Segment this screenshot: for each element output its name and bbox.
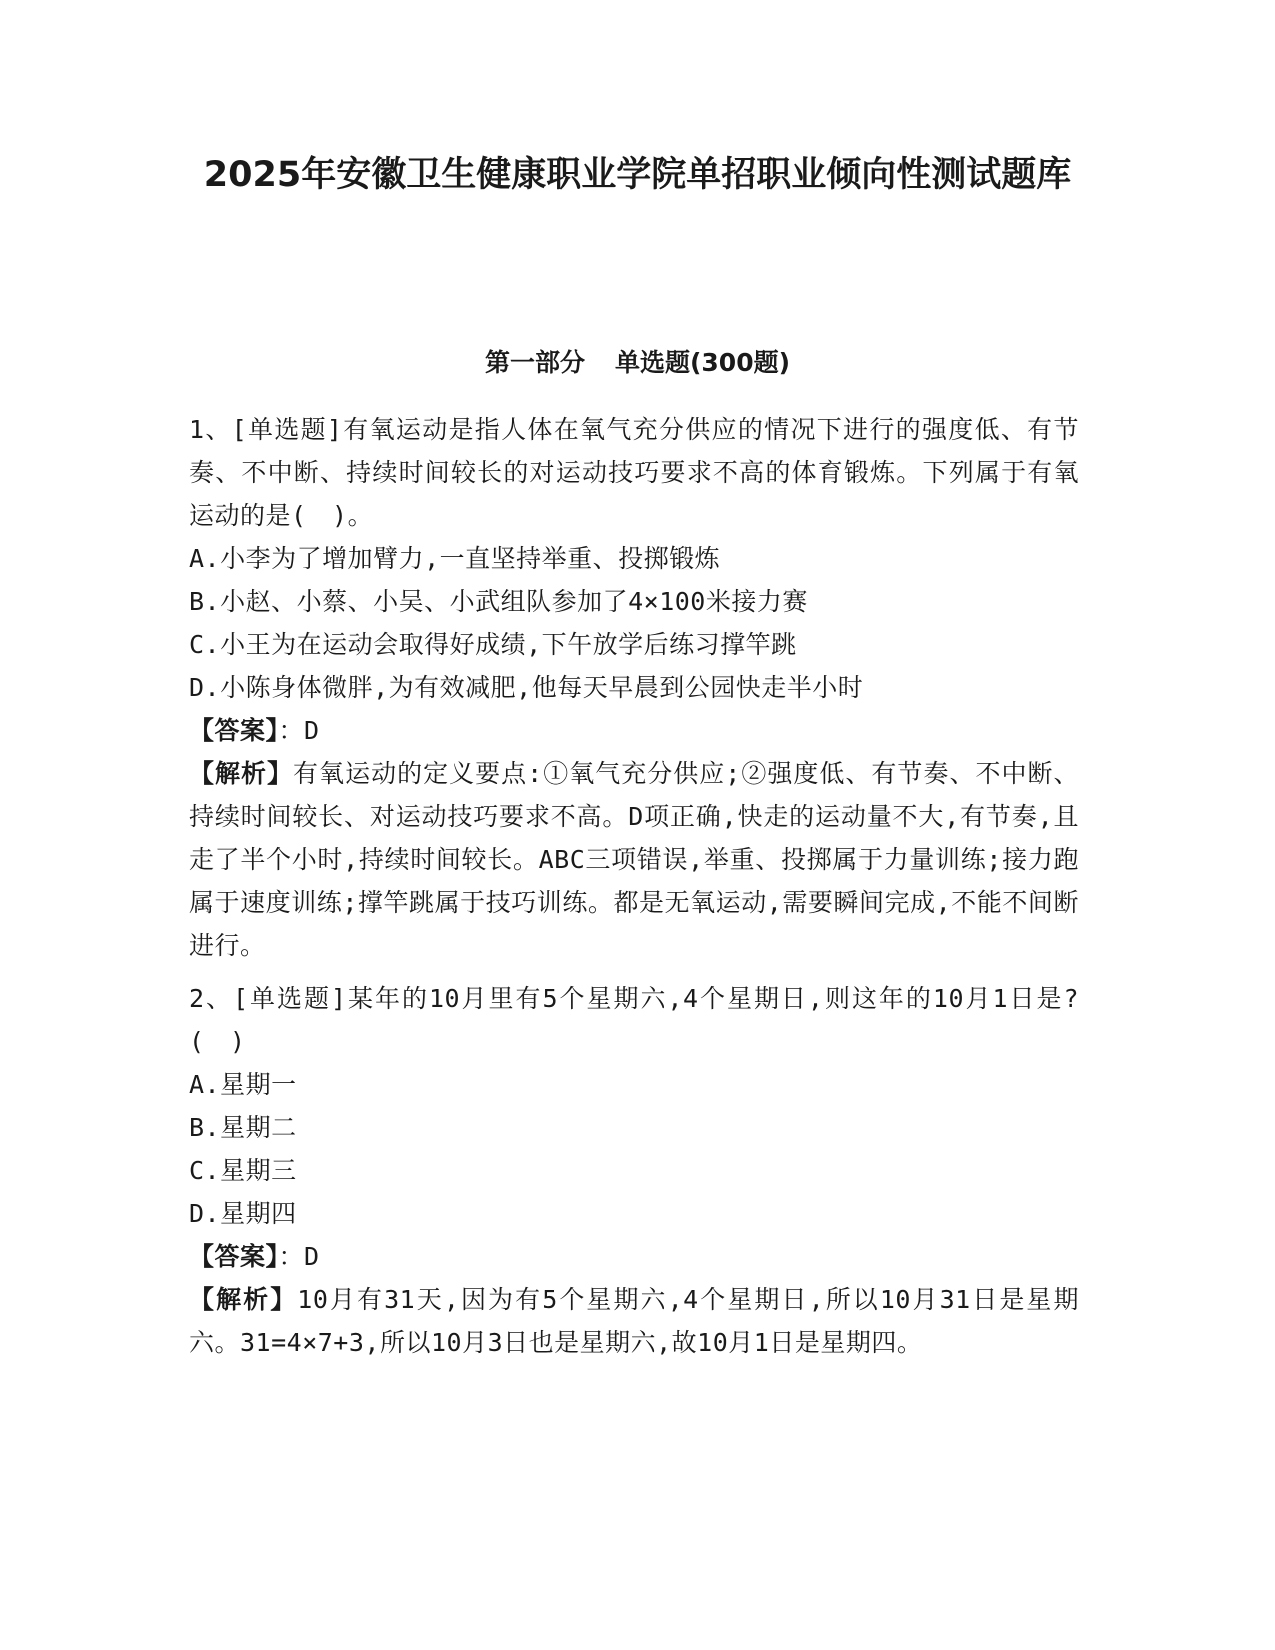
answer-line xyxy=(189,1235,1079,1278)
question-stem: 1、[单选题]有氧运动是指人体在氧气充分供应的情况下进行的强度低、有节奏、不中断、持续时间较长的对运动技巧要求不高的体育锻炼。下列属于有氧运动的是( )。 xyxy=(189,415,1079,530)
option-d: D.星期四 xyxy=(189,1199,297,1228)
answer-label: 【答案】 xyxy=(189,1242,279,1271)
analysis-text: 10月有31天,因为有5个星期六,4个星期日,所以10月31日是星期六。31=4×7+3,所以10月3日也是星期六,故10月1日是星期四。 xyxy=(189,1285,1079,1357)
analysis-label: 【解析】 xyxy=(189,759,294,788)
answer-line xyxy=(189,709,1079,752)
option-d: D.小陈身体微胖,为有效减肥,他每天早晨到公园快走半小时 xyxy=(189,673,864,702)
question-block xyxy=(189,977,1079,1364)
section-heading xyxy=(150,345,1125,381)
section-part: 第一部分 xyxy=(484,348,585,377)
document-title: 2025年安徽卫生健康职业学院单招职业倾向性测试题库 xyxy=(203,155,1072,195)
question-block xyxy=(189,408,1079,967)
question-list xyxy=(189,408,1079,1374)
analysis-line xyxy=(189,1278,1079,1364)
option-a: A.小李为了增加臂力,一直坚持举重、投掷锻炼 xyxy=(189,544,721,573)
option-c: C.星期三 xyxy=(189,1156,297,1185)
option-b: B.小赵、小蔡、小吴、小武组队参加了4×100米接力赛 xyxy=(189,587,808,616)
analysis-label: 【解析】 xyxy=(189,1285,298,1314)
answer-value: ：D xyxy=(278,1242,320,1271)
answer-label: 【答案】 xyxy=(189,716,279,745)
question-stem: 2、[单选题]某年的10月里有5个星期六,4个星期日,则这年的10月1日是?( ) xyxy=(189,984,1079,1056)
answer-value: ：D xyxy=(278,716,320,745)
option-a: A.星期一 xyxy=(189,1070,297,1099)
analysis-text: 有氧运动的定义要点:①氧气充分供应;②强度低、有节奏、不中断、持续时间较长、对运动技巧要求不高。D项正确,快走的运动量不大,有节奏,且走了半个小时,持续时间较长。ABC三项错误,举重、投掷属于力量训练;接力跑属于速度训练;撑竿跳属于技巧训练。都是无氧运动,需要瞬间完成,不能不间断进行。 xyxy=(189,759,1079,960)
option-c: C.小王为在运动会取得好成绩,下午放学后练习撑竿跳 xyxy=(189,630,797,659)
analysis-line xyxy=(189,752,1079,967)
option-b: B.星期二 xyxy=(189,1113,297,1142)
section-name: 单选题(300题) xyxy=(614,348,791,377)
